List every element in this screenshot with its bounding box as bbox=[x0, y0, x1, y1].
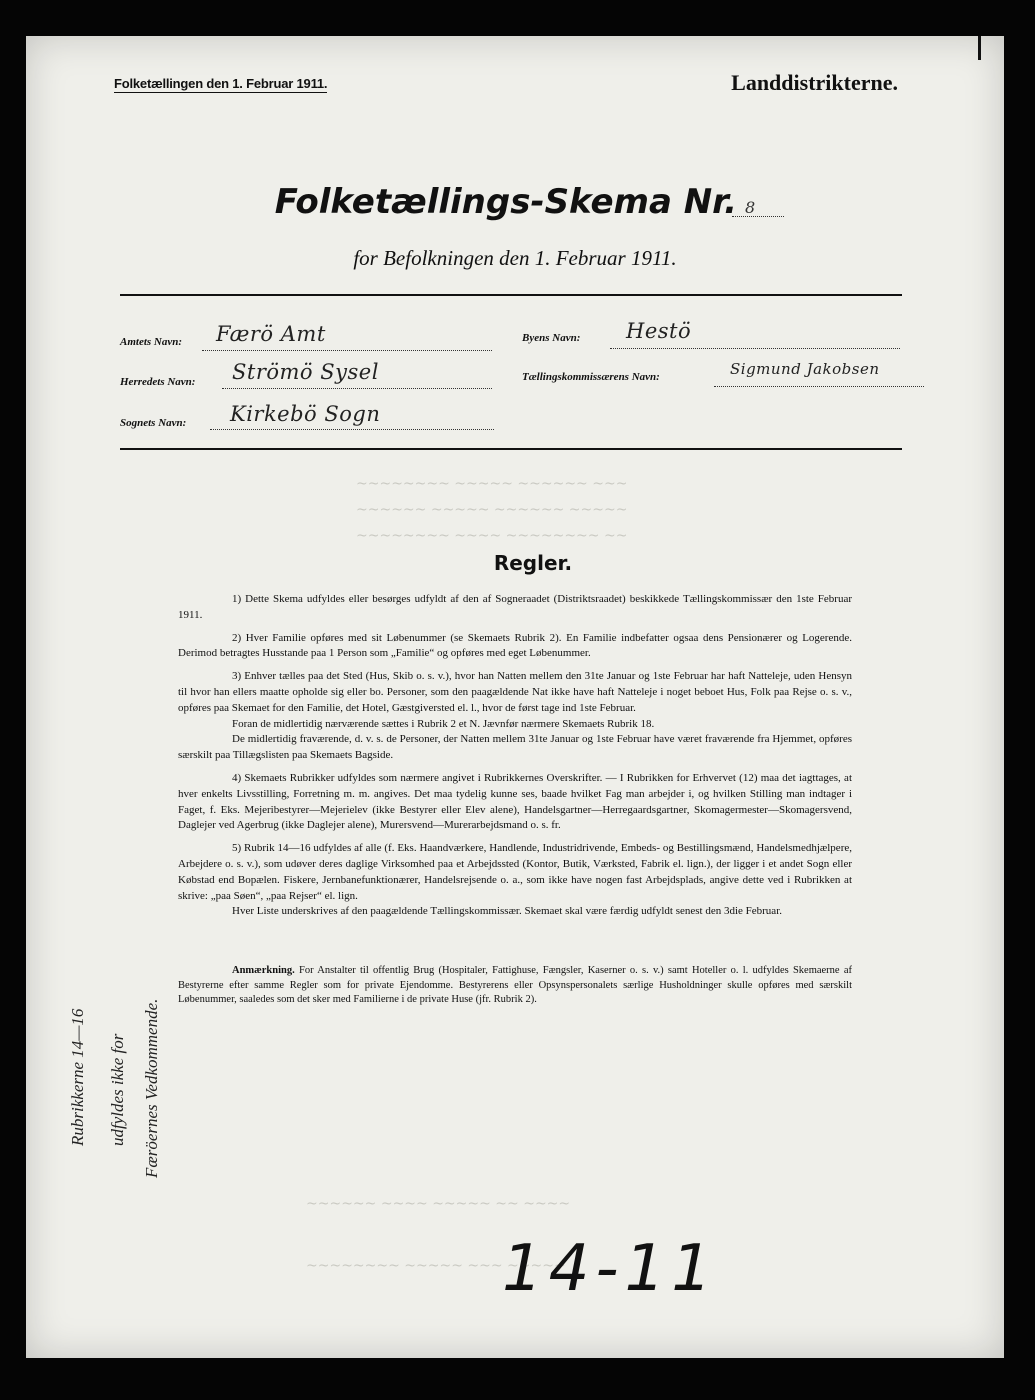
form-title-text: Folketællings-Skema Nr. bbox=[274, 182, 738, 222]
form-subtitle: for Befolkningen den 1. Februar 1911. bbox=[353, 246, 677, 270]
rule-1: 1) Dette Skema udfyldes eller besørges udfyldt af den af Sogneraadet (Distriktsraadet) beskikkede Tællingskommissær den 1ste Februar 1911. bbox=[178, 593, 852, 621]
bleed-through-text: ~~~~~~ ~~~~ ~~~~~ ~~ ~~~~ bbox=[306, 1196, 571, 1212]
annotation-label: Anmærkning. bbox=[232, 965, 295, 977]
bleed-through-text: ~~~~~~~~ ~~~~ ~~~~~~~~ ~~ bbox=[356, 528, 628, 544]
margin-note-line-1: Rubrikkerne 14—16 bbox=[68, 1008, 87, 1146]
top-divider bbox=[120, 294, 902, 296]
sogn-value: Kirkebö Sogn bbox=[230, 402, 381, 426]
rule-4: 4) Skemaets Rubrikker udfyldes som nærmere angivet i Rubrikkernes Overskrifter. — I Rubrikken for Erhvervet (12) maa det iagttages, at hver enkelts Livsstilling, Forretning m. m. angives. Det maa tydelig kunne ses, baade hvilket Fag man arbejder i, og hvilken Stilling man indtager i Faget, f. Eks. Mejeribestyrer—Mejerielev (ikke Bestyrer eller Elev alene), Handelsgartner—Herregaardsgartner, Skomagermester—Skomagersvend, Daglejer ved Agerbrug (ikke Daglejer alene), Murersvend—Murerarbejdsmand o. s. fr. bbox=[178, 771, 852, 832]
form-number-value: 8 bbox=[745, 198, 756, 217]
herred-label: Herredets Navn: bbox=[120, 376, 196, 388]
annotation bbox=[178, 964, 852, 1008]
scan-mark bbox=[978, 36, 981, 60]
rule-6: Hver Liste underskrives af den paagældende Tællingskommissær. Skemaet skal være færdig udfyldt senest den 3die Februar. bbox=[232, 905, 782, 918]
rule-2: 2) Hver Familie opføres med sit Løbenummer (se Skemaets Rubrik 2). En Familie indbefatter ogsaa dens Pensionærer og Logerende. Derimod betragtes Husstande paa 1 Person som „Familie“ og opføres med eget Løbenummer. bbox=[178, 631, 852, 660]
archive-page-number: 14-11 bbox=[502, 1232, 718, 1306]
form-title bbox=[26, 182, 1004, 222]
margin-note-line-2: udfyldes ikke for bbox=[108, 1033, 127, 1146]
kommissaer-label: Tællingskommissærens Navn: bbox=[522, 371, 660, 383]
kommissaer-value: Sigmund Jakobsen bbox=[730, 360, 880, 378]
rule-3: 3) Enhver tælles paa det Sted (Hus, Skib o. s. v.), hvor han Natten mellem den 31te Januar og 1ste Februar har haft Natteleje, uden Hensyn til hvor han ellers maatte opholde sig eller bo. Personer, som den paagældende Nat ikke have haft Natteleje i noget beboet Hus, Folk paa Rejse o. s. v., opføres paa Skemaet for den Familie, det Hotel, Gæstgiversted el. l., hvor de først tage ind 1ste Februar. bbox=[178, 670, 852, 714]
bottom-divider bbox=[120, 448, 902, 450]
bleed-through-text: ~~~~~~~~ ~~~~~ ~~~ ~~~~~ bbox=[306, 1258, 566, 1274]
rule-5: 5) Rubrik 14—16 udfyldes af alle (f. Eks. Haandværkere, Handlende, Industridrivende, Embeds- og Bestillingsmænd, Handelsmedhjælpere, Arbejdere o. s. v.), som udøver deres daglige Virksomhed paa et Arbejdssted (Kontor, Butik, Værksted, Fabrik el. lign.), der ligger i et andet Sogn eller Købstad end Bopælen. Fiskere, Jernbanefunktionærer, Handelsrejsende o. a., som ikke have nogen fast Arbejdsplads, angive dette ved i Rubrikken at skrive: „paa Søen“, „paa Rejser“ el. lign. bbox=[178, 842, 852, 902]
byens-value: Hestö bbox=[626, 319, 692, 343]
byens-label: Byens Navn: bbox=[522, 332, 581, 344]
bleed-through-text: ~~~~~~~~ ~~~~~ ~~~~~~ ~~~ bbox=[356, 476, 628, 492]
rules-text bbox=[178, 592, 852, 1015]
census-date-header: Folketællingen den 1. Februar 1911. bbox=[114, 76, 328, 91]
sogn-label: Sognets Navn: bbox=[120, 417, 187, 429]
regler-heading: Regler. bbox=[493, 551, 573, 575]
annotation-text: For Anstalter til offentlig Brug (Hospitaler, Fattighuse, Fængsler, Kaserner o. s. v.) samt Hoteller o. l. udfyldes Skemaerne af Bestyrerne efter samme Regler som for private Ejendomme. Bestyrerens eller Opsynspersonalets særlige Husholdninger skulle opføres med særskilt Løbenummer, saaledes som det sker med Familierne i de private Huse (jfr. Rubrik 2). bbox=[178, 965, 852, 1006]
margin-note-line-3: Færöernes Vedkommende. bbox=[142, 998, 161, 1178]
amt-label: Amtets Navn: bbox=[120, 336, 183, 348]
bleed-through-text: ~~~~~~ ~~~~~ ~~~~~~ ~~~~~ bbox=[356, 502, 628, 518]
herred-value: Strömö Sysel bbox=[232, 360, 379, 384]
rule-3c: De midlertidig fraværende, d. v. s. de Personer, der Natten mellem 31te Januar og 1ste Februar have været fraværende fra Hjemmet, opføres særskilt paa Tillægslisten paa Skemaets Bagside. bbox=[178, 733, 852, 762]
rule-3b: Foran de midlertidig nærværende sættes i Rubrik 2 et N. Jævnfør nærmere Skemaets Rubrik 18. bbox=[232, 717, 655, 730]
form-number-line bbox=[732, 212, 784, 217]
amt-value: Færö Amt bbox=[216, 322, 326, 346]
census-form-sheet bbox=[26, 36, 1004, 1358]
district-type-header: Landdistrikterne. bbox=[731, 70, 898, 95]
